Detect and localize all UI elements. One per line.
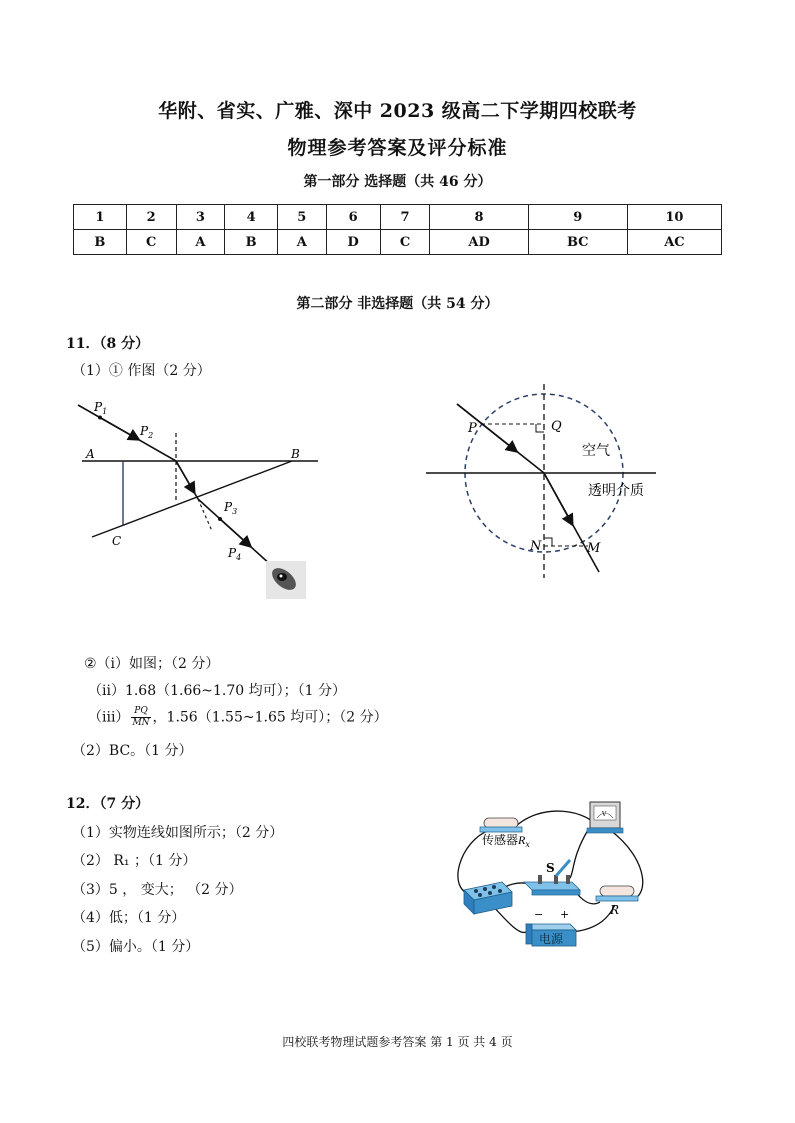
page-title: 华附、省实、广雅、深中 2023 级高二下学期四校联考	[158, 100, 637, 122]
right-angle-q	[536, 424, 544, 432]
voltmeter-component	[587, 802, 623, 833]
q12-line-3: （3）5 ， 变大； （2 分）	[72, 882, 243, 898]
label-air: 空气	[582, 443, 610, 459]
question-number: 9	[528, 205, 627, 230]
label-p2: $P_2$	[140, 424, 154, 440]
q12-line-2: （2） R₁ ；（1 分）	[72, 853, 197, 869]
q12-line-4: （4）低；（1 分）	[72, 910, 186, 926]
sensor-component	[480, 818, 530, 849]
refracted-arrow	[544, 473, 572, 524]
pin-p2	[132, 435, 136, 439]
answer-cell: A	[176, 230, 225, 255]
answer-cell: B	[74, 230, 127, 255]
q11-line-3: （ii）1.68（1.66~1.70 均可）；（1 分）	[88, 683, 347, 699]
part2-heading: 第二部分 非选择题（共 54 分）	[296, 296, 499, 312]
q11-line-4-suffix: ，1.56（1.55~1.65 均可）；（2 分）	[152, 709, 388, 726]
right-angle-n	[544, 538, 552, 546]
switch-label: S	[546, 861, 555, 875]
label-p: P	[468, 421, 477, 436]
label-p3: $P_3$	[224, 500, 238, 516]
wire	[512, 811, 600, 830]
answer-cell: AC	[627, 230, 721, 255]
q11-line-5: （2）BC。（1 分）	[72, 743, 193, 759]
answer-table	[73, 204, 722, 255]
q12-line-5: （5）偏小。（1 分）	[72, 939, 200, 955]
eye-icon	[266, 561, 306, 599]
q11-title: 11．（8 分）	[66, 336, 150, 352]
answer-cell: C	[126, 230, 176, 255]
answer-cell: D	[326, 230, 380, 255]
answer-cell: A	[277, 230, 326, 255]
fraction-numerator: PQ	[131, 706, 150, 718]
label-p1: $P_1$	[94, 400, 108, 416]
answer-table-number-row	[74, 205, 722, 230]
page-footer: 四校联考物理试题参考答案 第 1 页 共 4 页	[282, 1035, 513, 1049]
line-cb	[92, 461, 292, 537]
question-number: 5	[277, 205, 326, 230]
resistor-label: R	[610, 903, 620, 917]
answer-cell: B	[225, 230, 278, 255]
source-minus: −	[534, 908, 544, 921]
question-number: 3	[176, 205, 225, 230]
wire	[568, 830, 588, 880]
page-subtitle: 物理参考答案及评分标准	[287, 137, 508, 159]
label-m: M	[587, 541, 601, 556]
incident-arrow	[457, 404, 516, 451]
label-c: C	[112, 534, 122, 548]
source-plus: +	[560, 908, 570, 921]
q11-line-4-prefix: （iii）	[88, 709, 130, 726]
q11-line-4	[88, 706, 388, 729]
pin-p3	[218, 517, 222, 521]
label-n: N	[530, 539, 542, 554]
pin-p4	[244, 540, 248, 544]
answer-table-answer-row	[74, 230, 722, 255]
wire	[570, 905, 615, 932]
question-number: 7	[380, 205, 430, 230]
extension-line	[198, 499, 212, 531]
part1-heading: 第一部分 选择题（共 46 分）	[303, 174, 492, 190]
q12-title: 12．（7 分）	[66, 796, 150, 812]
answer-cell: C	[380, 230, 430, 255]
q11-line-1: （1）① 作图（2 分）	[72, 363, 211, 379]
source-label: 电源	[539, 932, 564, 946]
q12-line-1: （1）实物连线如图所示；（2 分）	[72, 825, 284, 841]
label-p4: $P_4$	[228, 546, 242, 562]
question-number: 8	[430, 205, 528, 230]
answer-cell: BC	[528, 230, 627, 255]
ratio-fraction	[131, 706, 150, 729]
answer-cell: AD	[430, 230, 528, 255]
switch-component	[524, 860, 580, 895]
question-number: 1	[74, 205, 127, 230]
q11-line-2: ②（i）如图；（2 分）	[84, 656, 220, 672]
question-number: 10	[627, 205, 721, 230]
sensor-label: 传感器$R_x$	[482, 833, 530, 849]
source-component	[526, 908, 576, 946]
voltmeter-label: V	[602, 811, 607, 818]
label-a: A	[86, 447, 95, 461]
refracted-arrow	[176, 461, 194, 492]
fraction-denominator: MN	[132, 718, 150, 728]
incident-arrow	[100, 418, 138, 440]
question-number: 4	[225, 205, 278, 230]
question-number: 2	[126, 205, 176, 230]
label-medium: 透明介质	[588, 483, 644, 499]
label-b: B	[291, 447, 300, 461]
circuit-figure	[450, 790, 660, 960]
prism-refraction-figure	[70, 395, 330, 610]
circle-refraction-figure	[424, 380, 664, 580]
power-box-component	[464, 882, 512, 914]
question-number: 6	[326, 205, 380, 230]
pin-p1	[98, 416, 102, 420]
label-q: Q	[551, 419, 562, 434]
resistor-component	[596, 886, 638, 917]
